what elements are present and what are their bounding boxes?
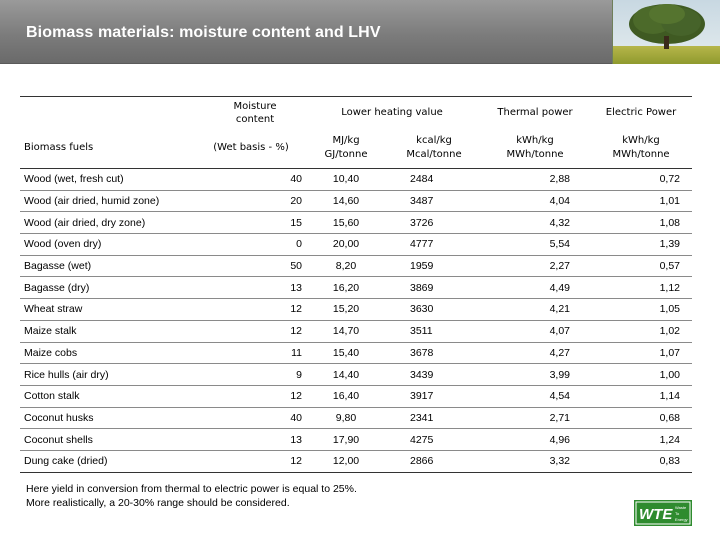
logo-text: WTE: [639, 506, 673, 523]
electric-cell: 0,83: [659, 455, 681, 468]
kcal-cell: 4777: [410, 238, 434, 251]
electric-cell: 1,00: [659, 368, 681, 381]
electric-cell: 1,05: [659, 303, 681, 316]
table-row: [20, 277, 692, 299]
electric-cell: 1,39: [659, 238, 681, 251]
moisture-cell: 9: [296, 368, 302, 381]
footnote: [26, 482, 357, 510]
kcal-cell: 3487: [410, 195, 434, 208]
moisture-cell: 40: [290, 411, 302, 424]
electric-cell: 1,01: [659, 195, 681, 208]
header-moisture: Moisture content: [233, 100, 277, 125]
kcal-cell: 2484: [410, 173, 434, 186]
fuel-name-cell: Wood (oven dry): [24, 238, 102, 251]
thermal-cell: 2,27: [549, 260, 571, 273]
logo-small-3: Energy: [675, 517, 688, 522]
moisture-cell: 12: [290, 303, 302, 316]
fuel-name-cell: Wood (air dried, humid zone): [24, 195, 160, 208]
header-thermal: Thermal power: [497, 107, 573, 119]
logo-small-2: To: [675, 511, 680, 516]
kcal-cell: 3869: [410, 281, 434, 294]
table-row: [20, 212, 692, 234]
mj-cell: 9,80: [335, 411, 357, 424]
electric-cell: 1,24: [659, 433, 681, 446]
header-thermal-unit: kWh/kg MWh/tonne: [506, 135, 564, 161]
electric-cell: 0,72: [659, 173, 681, 186]
mj-cell: 14,60: [332, 195, 360, 208]
kcal-cell: 1959: [410, 260, 434, 273]
fuel-name-cell: Coconut shells: [24, 433, 93, 446]
kcal-cell: 4275: [410, 433, 434, 446]
fuel-name-cell: Coconut husks: [24, 411, 94, 424]
moisture-cell: 20: [290, 195, 302, 208]
moisture-cell: 11: [291, 346, 302, 359]
table-row: [20, 255, 692, 277]
mj-cell: 14,70: [332, 325, 360, 338]
kcal-cell: 3439: [410, 368, 434, 381]
kcal-cell: 2341: [410, 411, 434, 424]
electric-cell: 1,07: [659, 346, 681, 359]
thermal-cell: 4,96: [549, 433, 571, 446]
kcal-cell: 3678: [410, 346, 434, 359]
thermal-cell: 4,21: [549, 303, 571, 316]
fuel-name-cell: Maize stalk: [24, 325, 77, 338]
electric-cell: 1,14: [659, 390, 681, 403]
electric-cell: 1,12: [659, 281, 681, 294]
header-kcal-unit: kcal/kg Mcal/tonne: [406, 135, 462, 161]
header-electric-unit: kWh/kg MWh/tonne: [612, 135, 670, 161]
fuel-name-cell: Dung cake (dried): [24, 455, 108, 468]
mj-cell: 14,40: [332, 368, 360, 381]
header-electric: Electric Power: [605, 107, 677, 119]
table-row: [20, 234, 692, 256]
moisture-cell: 0: [296, 238, 302, 251]
thermal-cell: 4,27: [549, 346, 571, 359]
kcal-cell: 3511: [410, 325, 433, 338]
moisture-cell: 13: [290, 281, 302, 294]
mj-cell: 16,20: [332, 281, 360, 294]
header-row-group: [20, 97, 692, 129]
thermal-cell: 4,49: [549, 281, 571, 294]
moisture-cell: 13: [290, 433, 302, 446]
table-row: [20, 342, 692, 364]
thermal-cell: 3,32: [549, 455, 571, 468]
thermal-cell: 4,54: [549, 390, 571, 403]
mj-cell: 15,40: [332, 346, 360, 359]
table-body: [20, 169, 692, 473]
fuel-name-cell: Wheat straw: [24, 303, 83, 316]
electric-cell: 0,57: [659, 260, 681, 273]
kcal-cell: 3726: [410, 216, 434, 229]
table-row: [20, 450, 692, 472]
table-row: [20, 429, 692, 451]
biomass-table-container: [20, 96, 692, 473]
fuel-name-cell: Wood (wet, fresh cut): [24, 173, 124, 186]
thermal-cell: 3,99: [549, 368, 571, 381]
moisture-cell: 12: [290, 325, 302, 338]
fuel-name-cell: Cotton stalk: [24, 390, 80, 403]
wte-logo: [634, 500, 692, 526]
table-row: [20, 364, 692, 386]
thermal-cell: 4,04: [549, 195, 571, 208]
thermal-cell: 4,07: [549, 325, 571, 338]
header-lhv: Lower heating value: [341, 107, 443, 119]
electric-cell: 0,68: [659, 411, 681, 424]
table-row: [20, 299, 692, 321]
moisture-cell: 12: [290, 390, 302, 403]
kcal-cell: 3630: [410, 303, 434, 316]
header-biomass-fuels: Biomass fuels: [24, 142, 94, 154]
fuel-name-cell: Maize cobs: [24, 346, 78, 359]
thermal-cell: 4,32: [549, 216, 571, 229]
mj-cell: 10,40: [332, 173, 360, 186]
footnote-line-2: More realistically, a 20-30% range should be considered.: [26, 497, 290, 509]
fuel-name-cell: Wood (air dried, dry zone): [24, 216, 146, 229]
moisture-cell: 12: [290, 455, 302, 468]
biomass-table: [20, 96, 692, 473]
electric-cell: 1,02: [659, 325, 681, 338]
mj-cell: 15,20: [332, 303, 360, 316]
tree-photo-icon: [612, 0, 720, 64]
table-row: [20, 320, 692, 342]
mj-cell: 16,40: [332, 390, 360, 403]
header-mj-unit: MJ/kg GJ/tonne: [324, 135, 368, 161]
thermal-cell: 5,54: [549, 238, 571, 251]
mj-cell: 17,90: [332, 433, 360, 446]
footnote-line-1: Here yield in conversion from thermal to electric power is equal to 25%.: [26, 483, 357, 495]
header-moisture-unit: (Wet basis - %): [213, 142, 289, 154]
table-row: [20, 407, 692, 429]
kcal-cell: 3917: [410, 390, 434, 403]
logo-small-1: Waste: [675, 505, 687, 510]
mj-cell: 12,00: [332, 455, 360, 468]
slide-header: [0, 0, 720, 64]
page-title: Biomass materials: moisture content and LHV: [26, 24, 381, 41]
fuel-name-cell: Bagasse (dry): [24, 281, 90, 294]
mj-cell: 15,60: [332, 216, 360, 229]
kcal-cell: 2866: [410, 455, 434, 468]
table-row: [20, 385, 692, 407]
fuel-name-cell: Rice hulls (air dry): [24, 368, 109, 381]
table-row: [20, 190, 692, 212]
header-row-units: [20, 129, 692, 169]
mj-cell: 8,20: [335, 260, 357, 273]
fuel-name-cell: Bagasse (wet): [24, 260, 92, 273]
table-row: [20, 169, 692, 191]
mj-cell: 20,00: [332, 238, 360, 251]
electric-cell: 1,08: [659, 216, 681, 229]
thermal-cell: 2,71: [549, 411, 571, 424]
moisture-cell: 50: [290, 260, 302, 273]
moisture-cell: 15: [290, 216, 302, 229]
thermal-cell: 2,88: [549, 173, 571, 186]
moisture-cell: 40: [290, 173, 302, 186]
